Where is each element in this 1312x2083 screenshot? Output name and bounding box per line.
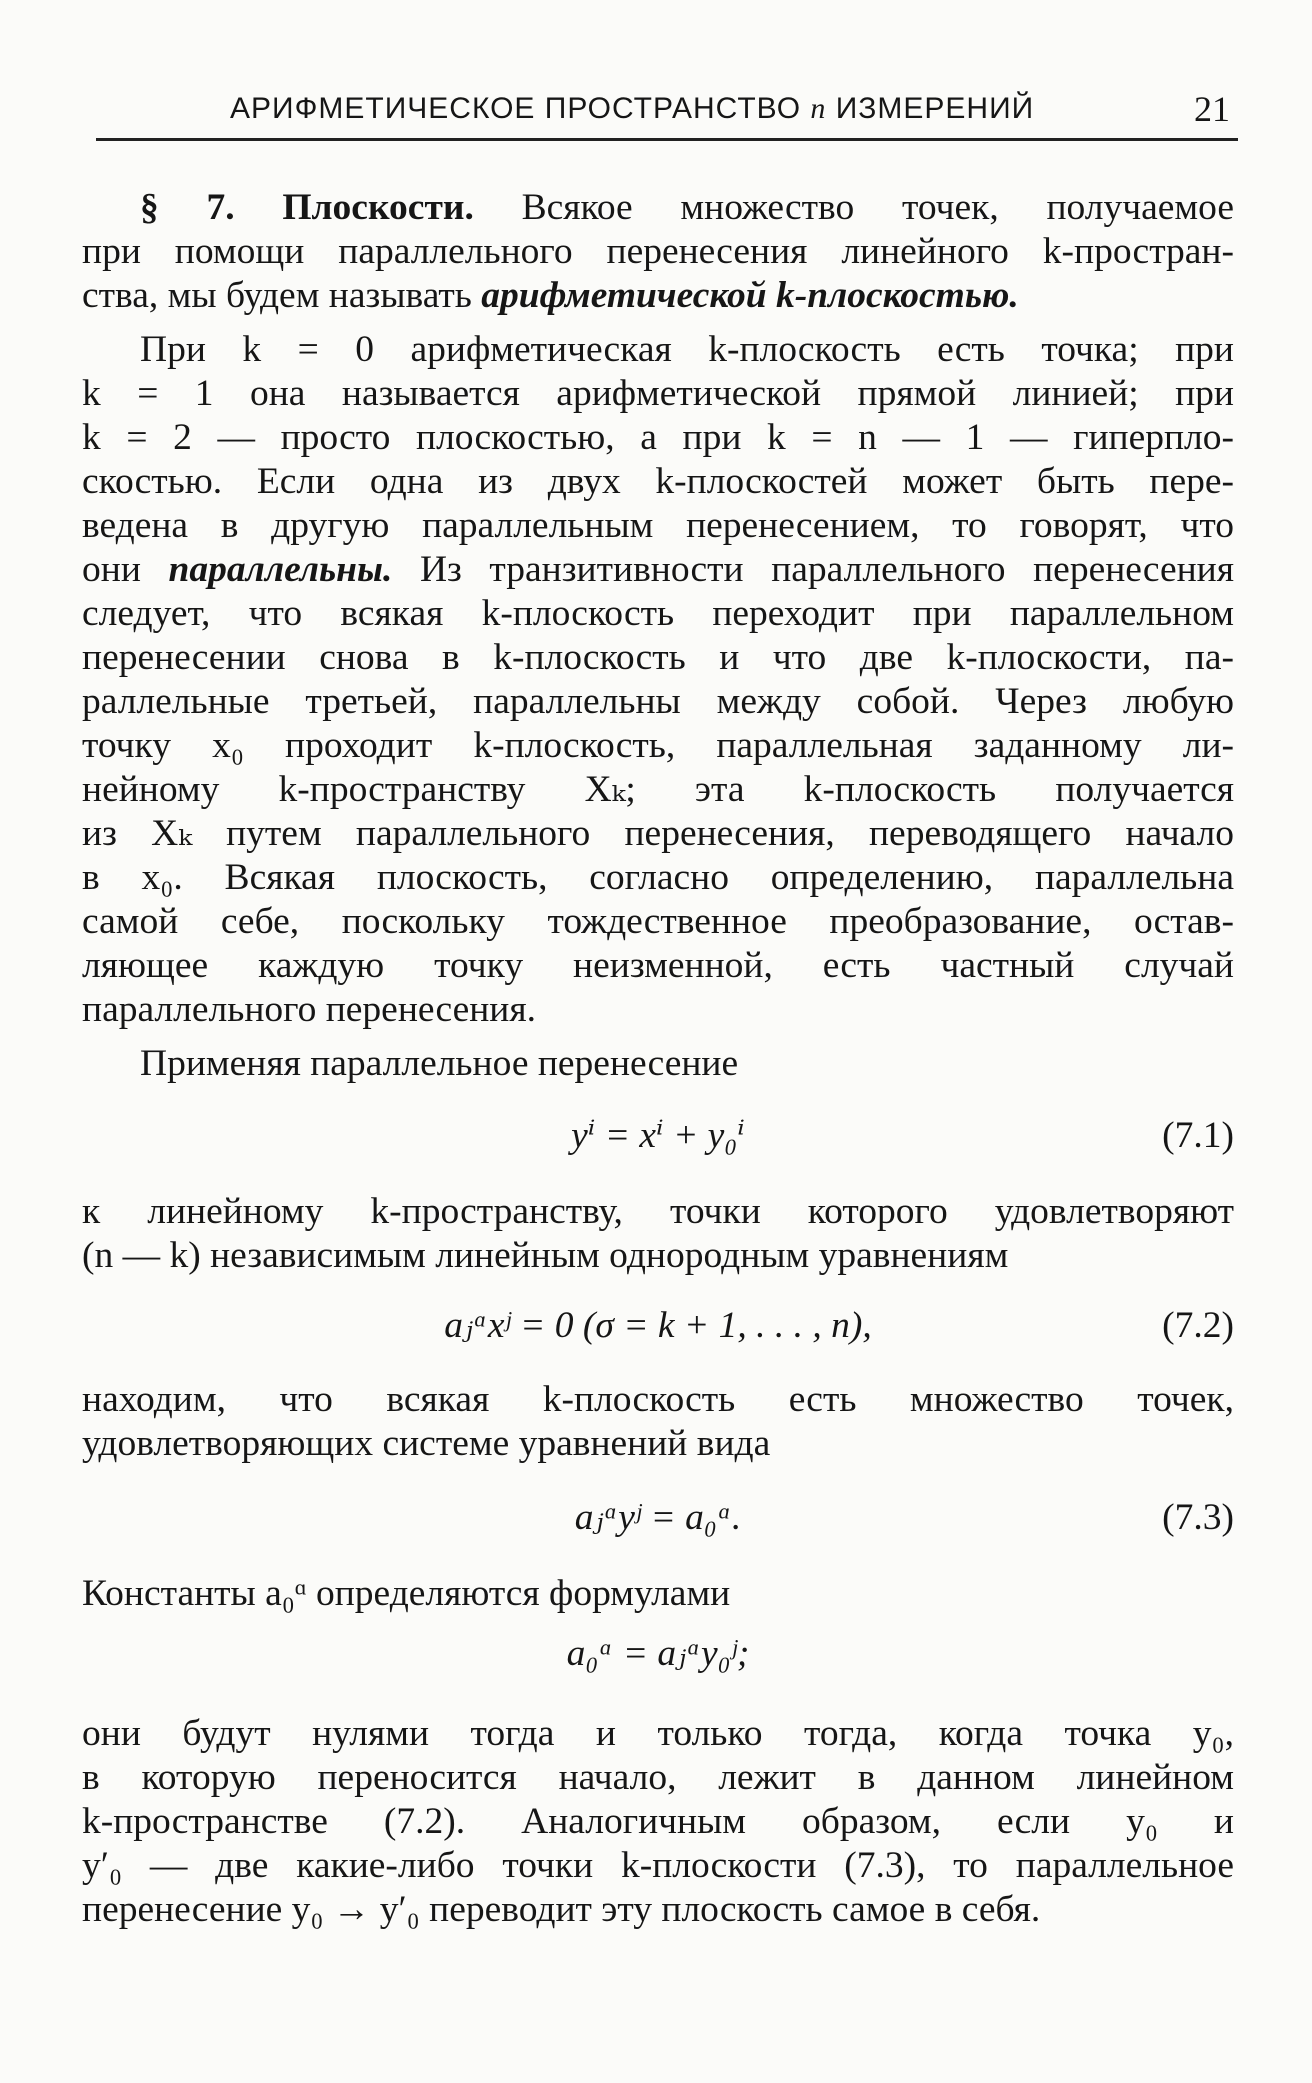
text-line: из Xₖ путем параллельного перенесения, переводящего начало — [82, 813, 1234, 854]
text-line: ства, мы будем называть арифметической k-плоскостью. — [82, 275, 1019, 316]
equation-number: (7.1) — [1162, 1115, 1234, 1156]
text-line: (n — k) независимым линейным однородным уравнениям — [82, 1235, 1009, 1276]
text-line: перенесение y₀ → y′₀ переводит эту плоскость самое в себя. — [82, 1889, 1041, 1930]
text-line: перенесении снова в k-плоскость и что две k-плоскости, па- — [82, 637, 1234, 678]
text-line: самой себе, поскольку тождественное преобразование, остав- — [82, 901, 1234, 942]
defined-term: арифметической k-плоскостью. — [481, 275, 1019, 316]
text-line: скостью. Если одна из двух k-плоскостей может быть пере- — [82, 461, 1234, 502]
text-line: k-пространстве (7.2). Аналогичным образом, если y₀ и — [82, 1801, 1234, 1842]
text-line: при помощи параллельного перенесения линейного k-простран- — [82, 231, 1234, 272]
equation-expression: yⁱ = xⁱ + y₀ⁱ — [571, 1115, 745, 1156]
text-line: раллельные третьей, параллельны между собой. Через любую — [82, 681, 1234, 722]
text-line: находим, что всякая k-плоскость есть множество точек, — [82, 1379, 1234, 1420]
page-number: 21 — [1194, 89, 1230, 129]
text-line: параллельного перенесения. — [82, 989, 536, 1030]
section-number: § 7. — [140, 187, 235, 228]
equation-7-2 — [82, 1302, 1234, 1350]
text-line: Применяя параллельное перенесение — [140, 1043, 739, 1084]
text-line: k = 1 она называется арифметической прямой линией; при — [82, 373, 1234, 414]
text-line: y′₀ — две какие-либо точки k-плоскости (7.3), то параллельное — [82, 1845, 1234, 1886]
equation-expression: aⱼᵅyʲ = a₀ᵅ. — [574, 1497, 742, 1538]
equation-7-1 — [82, 1112, 1234, 1160]
text-line: Константы a₀ᵅ определяются формулами — [82, 1573, 731, 1614]
equation-number: (7.2) — [1162, 1305, 1234, 1346]
text-line: в x₀. Всякая плоскость, согласно определению, параллельна — [82, 857, 1234, 898]
text-line: k = 2 — просто плоскостью, а при k = n — 1 — гиперпло- — [82, 417, 1234, 458]
text-line: удовлетворяющих системе уравнений вида — [82, 1423, 771, 1464]
defined-term: параллельны. — [168, 549, 393, 590]
text-line: они параллельны. Из транзитивности параллельного перенесения — [82, 549, 1235, 590]
text-line: в которую переносится начало, лежит в данном линейном — [82, 1757, 1234, 1798]
text-line: ведена в другую параллельным перенесением, то говорят, что — [82, 505, 1234, 546]
equation-7-3 — [82, 1494, 1234, 1542]
section-heading-line: § 7. Плоскости. Всякое множество точек, получаемое — [140, 187, 1234, 228]
section-title: Плоскости. — [282, 187, 474, 228]
header-title: АРИФМЕТИЧЕСКОЕ ПРОСТРАНСТВО n ИЗМЕРЕНИЙ — [230, 92, 1035, 125]
equation-number: (7.3) — [1162, 1497, 1234, 1538]
text-line: следует, что всякая k-плоскость переходит при параллельном — [82, 593, 1234, 634]
text-line: они будут нулями тогда и только тогда, когда точка y₀, — [82, 1713, 1234, 1754]
equation-a0 — [82, 1630, 1234, 1678]
text-line: нейному k-пространству Xₖ; эта k-плоскость получается — [82, 769, 1234, 810]
equation-expression: a₀ᵅ = aⱼᵅy₀ʲ; — [566, 1633, 750, 1674]
text-line: ляющее каждую точку неизменной, есть частный случай — [82, 945, 1234, 986]
equation-expression: aⱼᵅxʲ = 0 (σ = k + 1, . . . , n), — [444, 1305, 872, 1346]
text-line: точку x₀ проходит k-плоскость, параллельная заданному ли- — [82, 725, 1234, 766]
text-line: При k = 0 арифметическая k-плоскость есть точка; при — [140, 329, 1234, 370]
running-header — [96, 76, 1238, 141]
text-line: к линейному k-пространству, точки которого удовлетворяют — [82, 1191, 1234, 1232]
